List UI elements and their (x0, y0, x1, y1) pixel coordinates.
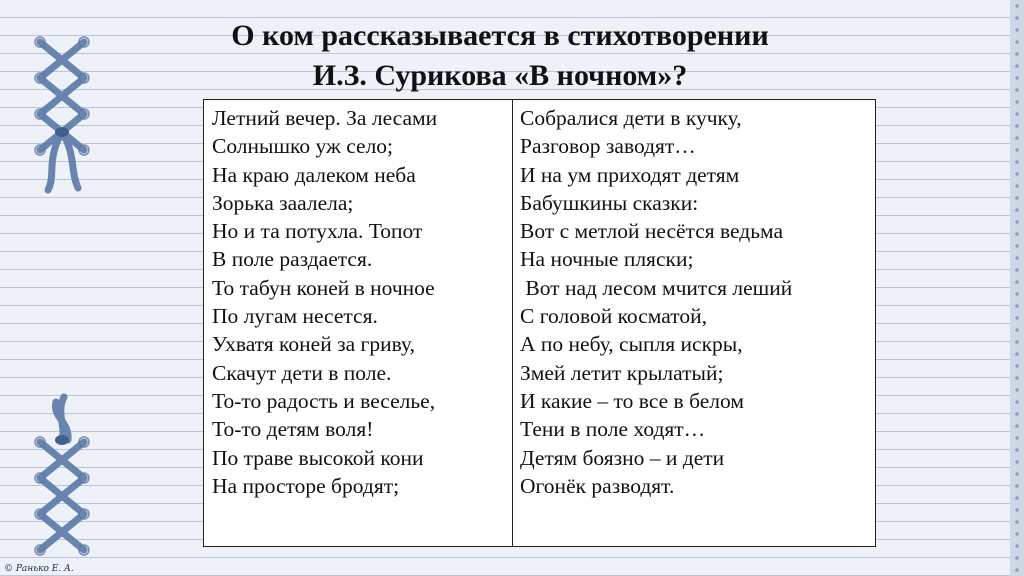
poem-line: Вот с метлой несётся ведьма (520, 219, 784, 244)
poem-line: Но и та потухла. Топот (212, 219, 423, 244)
poem-line: С головой косматой, (520, 304, 707, 329)
poem-line: Зорька заалела; (212, 190, 354, 215)
poem-column-left (204, 100, 513, 546)
slide-title (150, 16, 850, 96)
poem-line: И на ум приходят детям (520, 162, 740, 187)
poem-line: Огонёк разводят. (520, 473, 675, 498)
poem-table (203, 99, 876, 547)
poem-line: То-то радость и веселье, (212, 388, 436, 413)
ribbon-lacing-bottom-decoration (26, 392, 98, 562)
frame-dot-border (1012, 0, 1022, 576)
poem-line: На ночные пляски; (520, 247, 694, 272)
poem-column-right (513, 100, 875, 546)
author-signature: © Ранько Е. А. (4, 564, 74, 574)
poem-line: Летний вечер. За лесами (212, 106, 438, 130)
poem-line: На просторе бродят; (212, 473, 400, 498)
poem-line: А по небу, сыпля искры, (520, 332, 743, 357)
poem-line: Вот над лесом мчится леший (520, 275, 793, 300)
poem-line: Солнышко уж село; (212, 134, 394, 159)
poem-line: На краю далеком неба (212, 162, 416, 187)
poem-line: То табун коней в ночное (212, 275, 435, 300)
poem-line: Тени в поле ходят… (520, 417, 706, 442)
poem-line: Скачут дети в поле. (212, 360, 392, 385)
poem-line: Собралися дети в кучку, (520, 106, 742, 130)
ribbon-lacing-top-decoration (26, 20, 98, 195)
poem-line: По лугам несется. (212, 304, 378, 329)
poem-line: Детям боязно – и дети (520, 445, 725, 470)
poem-line: Змей летит крылатый; (520, 360, 724, 385)
poem-line: Разговор заводят… (520, 134, 696, 159)
poem-line: По траве высокой кони (212, 445, 424, 470)
poem-line: И какие – то все в белом (520, 388, 744, 413)
poem-line: Ухватя коней за гриву, (212, 332, 415, 357)
poem-line: В поле раздается. (212, 247, 373, 272)
slide-title-line-1: О ком рассказывается в стихотворении (231, 19, 769, 52)
poem-line: То-то детям воля! (212, 417, 374, 442)
poem-line: Бабушкины сказки: (520, 190, 699, 215)
slide-title-line-2: И.З. Сурикова «В ночном»? (312, 59, 688, 92)
